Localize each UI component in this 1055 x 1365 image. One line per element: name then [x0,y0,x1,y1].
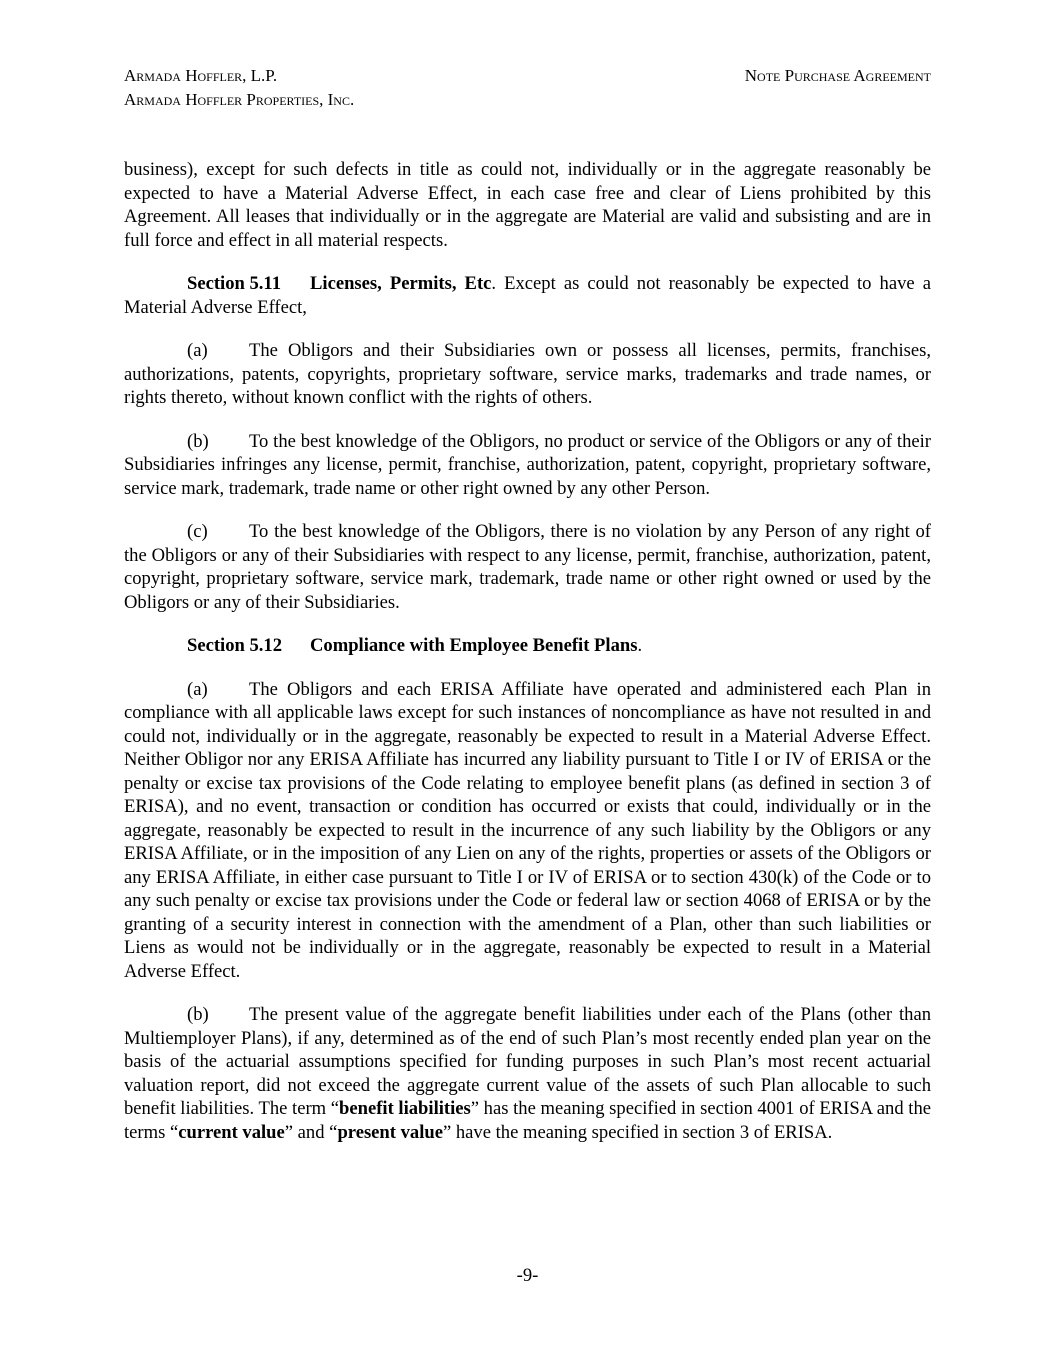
defined-term: benefit liabilities [339,1098,471,1119]
header-doc-title: Note Purchase Agreement [744,66,931,85]
clause-label: (a) [187,340,208,361]
section-title: Licenses, Permits, Etc [310,273,492,294]
section-number: Section 5.11 [187,273,282,294]
section-number: Section 5.12 [187,635,283,656]
section-intro: Except as could not reasonably be expected to have a Material Adverse Effect, [124,273,931,318]
clause-label: (a) [187,678,208,700]
clause-5-11-a [124,339,931,410]
defined-term: present value [337,1121,443,1143]
header-right [745,64,931,88]
header-entity-1: Armada Hoffler, L.P. [124,66,278,85]
header-entity-2: Armada Hoffler Properties, Inc. [124,90,355,109]
defined-term: current value [178,1121,285,1143]
clause-5-12-a [124,678,931,984]
clause-text: To the best knowledge of the Obligors, no product or service of the Obligors or any of their Subsidiaries infringes any license, permit, franchise, authorization, patent, copyright, proprietary software, service mark, trademark, trade name or other right owned by any other Person. [124,430,931,499]
section-5-11-heading-paragraph: Section 5.11 Licenses, Permits, Etc. Except as could not reasonably be expected to have a Material Adverse Effect, [124,273,931,318]
clause-label: (c) [187,521,208,542]
clause-text: To the best knowledge of the Obligors, there is no violation by any Person of any right of the Obligors or any of their Subsidiaries with respect to any license, permit, franchise, authorization, patent, copyright, proprietary software, service mark, trademark, trade name or other right owned or used by the Obligors or any of their Subsidiaries. [124,521,931,613]
clause-5-12-b [124,1003,931,1144]
paragraph-continuation: business), except for such defects in title as could not, individually or in the aggregate reasonably be expected to have a Material Adverse Effect, in each case free and clear of Liens prohibited by this Agreement. All leases that individually or in the aggregate are Material are valid and subsisting and are in full force and effect in all material respects. [124,159,931,251]
section-title: Compliance with Employee Benefit Plans [310,635,638,656]
clause-5-11-c [124,520,931,614]
clause-label: (b) [187,430,209,452]
section-5-12-heading: Section 5.12 Compliance with Employee Benefit Plans. [187,635,643,656]
header-left [124,64,354,112]
clause-text-part: ” have the meaning specified in section 3 of ERISA. [442,1121,833,1143]
page-number: -9- [516,1265,539,1286]
clause-text-part: The present value of the aggregate benefit liabilities under each of the Plans (other than Multiemployer Plans), if any, determined as of the end of such Plan’s most recently ended plan year on the basis of the actuarial assumptions specified for funding purposes in such Plan’s most recent actuarial valuation report, did not exceed the aggregate current value of the assets of such Plan allocable to such benefit liabilities. The term “ [124,1004,931,1119]
clause-text-part: ” and “ [284,1121,338,1143]
clause-5-11-b [124,430,931,501]
clause-text: The Obligors and each ERISA Affiliate have operated and administered each Plan in compliance with all applicable laws except for such instances of noncompliance as have not resulted in and could not, individually or in the aggregate, reasonably be expected to result in a Material Adverse Effect. Neither Obligor nor any ERISA Affiliate has incurred any liability pursuant to Title I or IV of ERISA or the penalty or excise tax provisions of the Code relating to employee benefit plans (as defined in section 3 of ERISA), and no event, transaction or condition has occurred or exists that could, individually or in the aggregate, reasonably be expected to result in the incurrence of any such liability by the Obligors or any ERISA Affiliate, or in the imposition of any Lien on any of the rights, properties or assets of the Obligors or any ERISA Affiliate, in either case pursuant to Title I or IV of ERISA or to section 430(k) of the Code or to any such penalty or excise tax provisions under the Code or federal law or section 4068 of ERISA or by the granting of a security interest in connection with the amendment of a Plan, other than such liabilities or Liens as would not be individually or in the aggregate, reasonably be expected to result in a Material Adverse Effect. [124,678,931,982]
clause-text-part: ” has the meaning specified in section 4001 of ERISA and the terms “ [124,1098,931,1143]
clause-text: The Obligors and their Subsidiaries own or possess all licenses, permits, franchises, authorizations, patents, copyrights, proprietary software, service marks, trademarks and trade names, or rights thereto, without known conflict with the rights of others. [124,340,931,408]
clause-label: (b) [187,1004,209,1025]
document-body [124,158,931,1164]
